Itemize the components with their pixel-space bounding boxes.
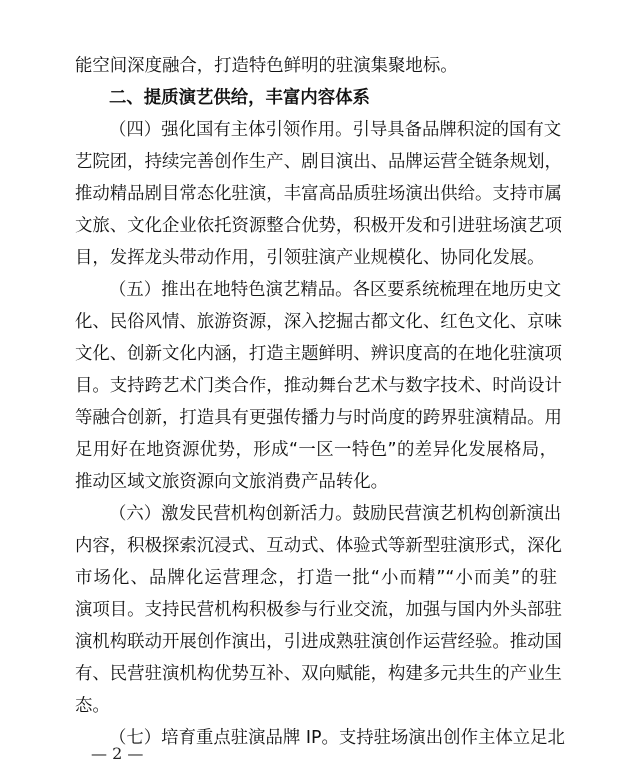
paragraph-line: 态。 — [75, 696, 110, 716]
paragraph-line: 文旅、文化企业依托资源整合优势，积极开发和引进驻场演艺项 — [75, 216, 562, 236]
paragraph-line: （七）培育重点驻演品牌 IP。支持驻场演出创作主体立足北 — [109, 728, 565, 748]
text-line: 能空间深度融合，打造特色鲜明的驻演集聚地标。 — [75, 56, 458, 76]
page-number: — 2 — — [91, 744, 144, 763]
paragraph-line: 化、民俗风情、旅游资源，深入挖掘古都文化、红色文化、京味 — [75, 312, 562, 332]
paragraph-line: 演项目。支持民营机构积极参与行业交流，加强与国内外头部驻 — [75, 600, 562, 620]
paragraph-line: （六）激发民营机构创新活力。鼓励民营演艺机构创新演出 — [109, 504, 562, 524]
section-heading: 二、提质演艺供给，丰富内容体系 — [109, 88, 370, 108]
paragraph-line: 足用好在地资源优势，形成“一区一特色”的差异化发展格局， — [75, 440, 557, 460]
paragraph-line: 艺院团，持续完善创作生产、剧目演出、品牌运营全链条规划， — [75, 152, 562, 172]
paragraph-line: 推动区域文旅资源向文旅消费产品转化。 — [75, 472, 389, 492]
paragraph-line: （五）推出在地特色演艺精品。各区要系统梳理在地历史文 — [109, 280, 562, 300]
paragraph-line: 等融合创新，打造具有更强传播力与时尚度的跨界驻演精品。用 — [75, 408, 562, 428]
paragraph-line: 市场化、品牌化运营理念，打造一批“小而精”“小而美”的驻 — [75, 568, 557, 588]
paragraph-line: （四）强化国有主体引领作用。引导具备品牌积淀的国有文 — [109, 120, 562, 140]
paragraph-line: 文化、创新文化内涵，打造主题鲜明、辨识度高的在地化驻演项 — [75, 344, 562, 364]
paragraph-line: 有、民营驻演机构优势互补、双向赋能，构建多元共生的产业生 — [75, 664, 562, 684]
paragraph-line: 内容，积极探索沉浸式、互动式、体验式等新型驻演形式，深化 — [75, 536, 562, 556]
paragraph-line: 推动精品剧目常态化驻演，丰富高品质驻场演出供给。支持市属 — [75, 184, 562, 204]
paragraph-line: 目。支持跨艺术门类合作，推动舞台艺术与数字技术、时尚设计 — [75, 376, 562, 396]
paragraph-line: 演机构联动开展创作演出，引进成熟驻演创作运营经验。推动国 — [75, 632, 562, 652]
paragraph-line: 目，发挥龙头带动作用，引领驻演产业规模化、协同化发展。 — [75, 248, 545, 268]
